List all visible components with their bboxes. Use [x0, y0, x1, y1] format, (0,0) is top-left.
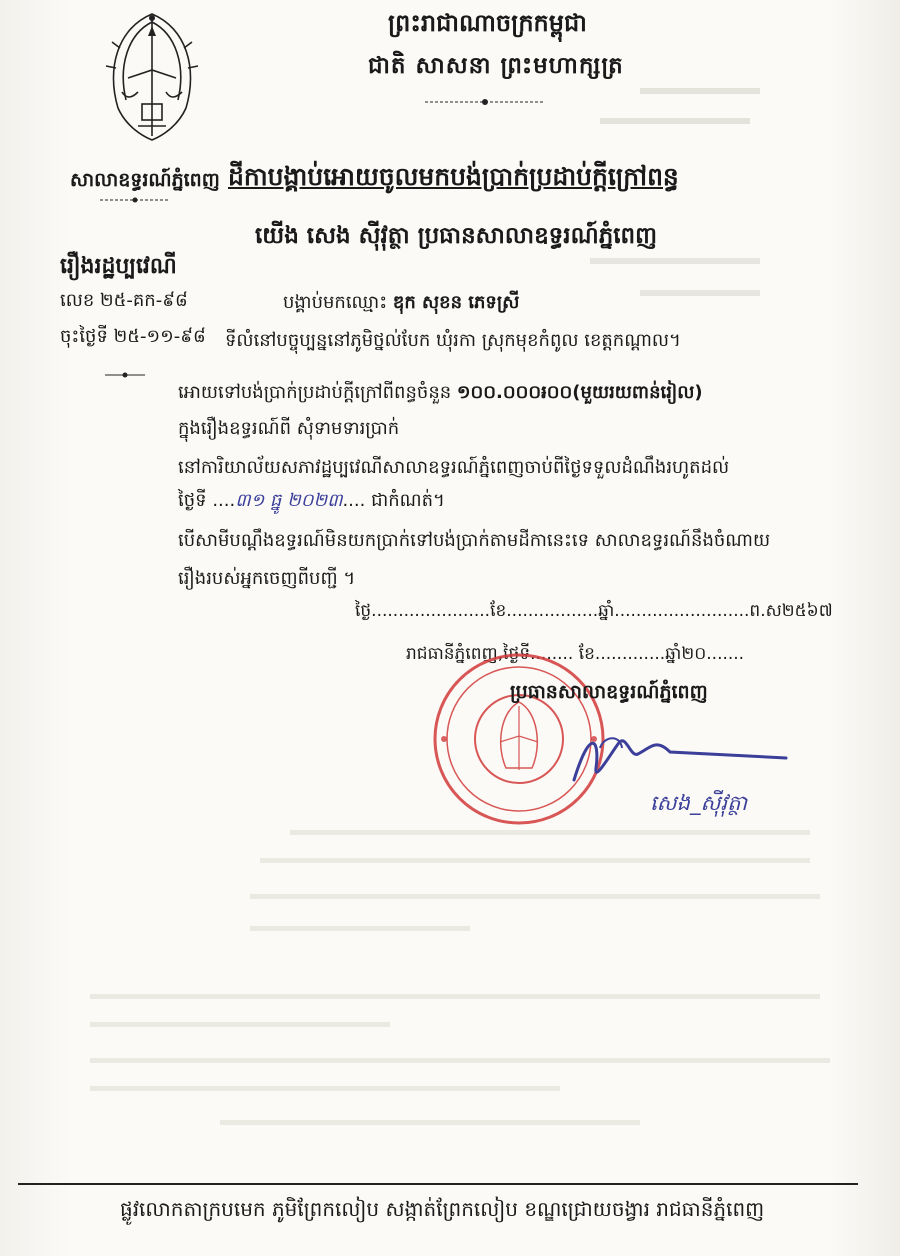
case-date: ចុះថ្ងៃទី ២៥-១១-៩៨: [60, 326, 206, 347]
bleed-through: [90, 1058, 830, 1063]
footer-address: ផ្លូវលោកតាក្របមេក ភូមិព្រែកលៀប សង្កាត់ព្រែកលៀប ខណ្ឌជ្រោយចង្វារ រាជធានីភ្នំពេញ: [120, 1197, 765, 1221]
ornament-divider-icon: [105, 370, 145, 380]
deadline-handwritten: ៣១ ធ្នូ ២០២៣: [235, 490, 343, 511]
ornament-divider-icon: [100, 195, 170, 205]
bleed-through: [600, 118, 750, 124]
office-line: នៅការិយាល័យសភាវដ្ឋប្បវេណីសាលាឧទ្ធរណ៍ភ្នំពេញចាប់ពីថ្ងៃទទួលដំណឹងរហូតដល់: [178, 457, 730, 478]
bleed-through: [90, 1022, 390, 1027]
fee-line: [178, 380, 703, 407]
court-name: សាលាឧទ្ធរណ៍ភ្នំពេញ: [70, 169, 220, 191]
matter-line: ក្នុងរឿងឧទ្ធរណ៍ពី សុំទាមទារប្រាក់: [178, 418, 400, 439]
bleed-through: [590, 258, 760, 264]
president-title: ប្រធានសាលាឧទ្ធរណ៍ភ្នំពេញ: [510, 681, 708, 703]
bleed-through: [640, 290, 760, 296]
fee-text: អោយទៅបង់ប្រាក់ប្រដាប់ក្តីក្រៅពីពន្ធចំនួន: [178, 382, 452, 403]
order-recipient: [283, 290, 519, 317]
order-prefix: បង្គាប់មកឈ្មោះ: [283, 292, 388, 313]
bleed-through: [90, 994, 820, 999]
bleed-through: [250, 894, 820, 899]
recipient-address: ទីលំនៅបច្ចុប្បន្ននៅភូមិថ្នល់បែក ឃុំរកា ស្រុកមុខកំពូល ខេត្តកណ្តាល។: [225, 330, 681, 351]
fee-amount: ១០០.០០០៛០០(មួយរយពាន់រៀល): [456, 382, 703, 403]
bleed-through: [250, 926, 470, 931]
ornament-divider-icon: [425, 97, 545, 107]
recipient-name: ឌុក សុខន ភេទស្រី: [392, 292, 520, 313]
footer-rule: [18, 1183, 858, 1185]
place-date-line: រាជធានីភ្នំពេញ,ថ្ងៃទី........ ខែ.............ឆ្នាំ២០.......: [406, 644, 745, 664]
issuer-line: យើង សេង ស៊ីវុត្ថា ប្រធានសាលាឧទ្ធរណ៍ភ្នំពេញ: [255, 223, 658, 249]
deadline-suffix: ជាកំណត់។: [371, 490, 445, 511]
signatory-name: សេង_ស៊ីវុត្ថា: [650, 791, 748, 815]
case-type: រឿងរដ្ឋប្បវេណី: [60, 254, 177, 279]
warning-line-2: រឿងរបស់អ្នកចេញពីបញ្ជី ។: [178, 568, 356, 589]
document-title: ដីកាបង្គាប់អោយចូលមកបង់ប្រាក់ប្រដាប់ក្តីក្រៅពន្ធ: [228, 162, 679, 191]
royal-emblem-icon: [98, 8, 206, 148]
case-number: លេខ ២៥-គក-៩៨: [60, 290, 188, 311]
lunar-date-line: ថ្ងៃ......................ខែ.................ឆ្នាំ.........................ព.ស២៥៦៧: [355, 601, 833, 621]
bleed-through: [290, 830, 810, 835]
bleed-through: [220, 1120, 640, 1125]
deadline-prefix: ថ្ងៃទី: [178, 490, 207, 511]
kingdom-heading: ព្រះរាជាណាចក្រកម្ពុជា: [388, 9, 587, 37]
signature-icon: [560, 718, 790, 798]
bleed-through: [640, 88, 760, 94]
deadline-line: ថ្ងៃទី ....៣១ ធ្នូ ២០២៣.... ជាកំណត់។: [178, 490, 445, 511]
warning-line-1: បើសាមីបណ្តឹងឧទ្ធរណ៍មិនយកប្រាក់ទៅបង់ប្រាក់តាមដីកានេះទេ សាលាឧទ្ធរណ៍នឹងចំណាយ: [178, 530, 771, 551]
bleed-through: [90, 1086, 560, 1091]
national-motto: ជាតិ សាសនា ព្រះមហាក្សត្រ: [368, 53, 624, 79]
bleed-through: [260, 858, 810, 863]
